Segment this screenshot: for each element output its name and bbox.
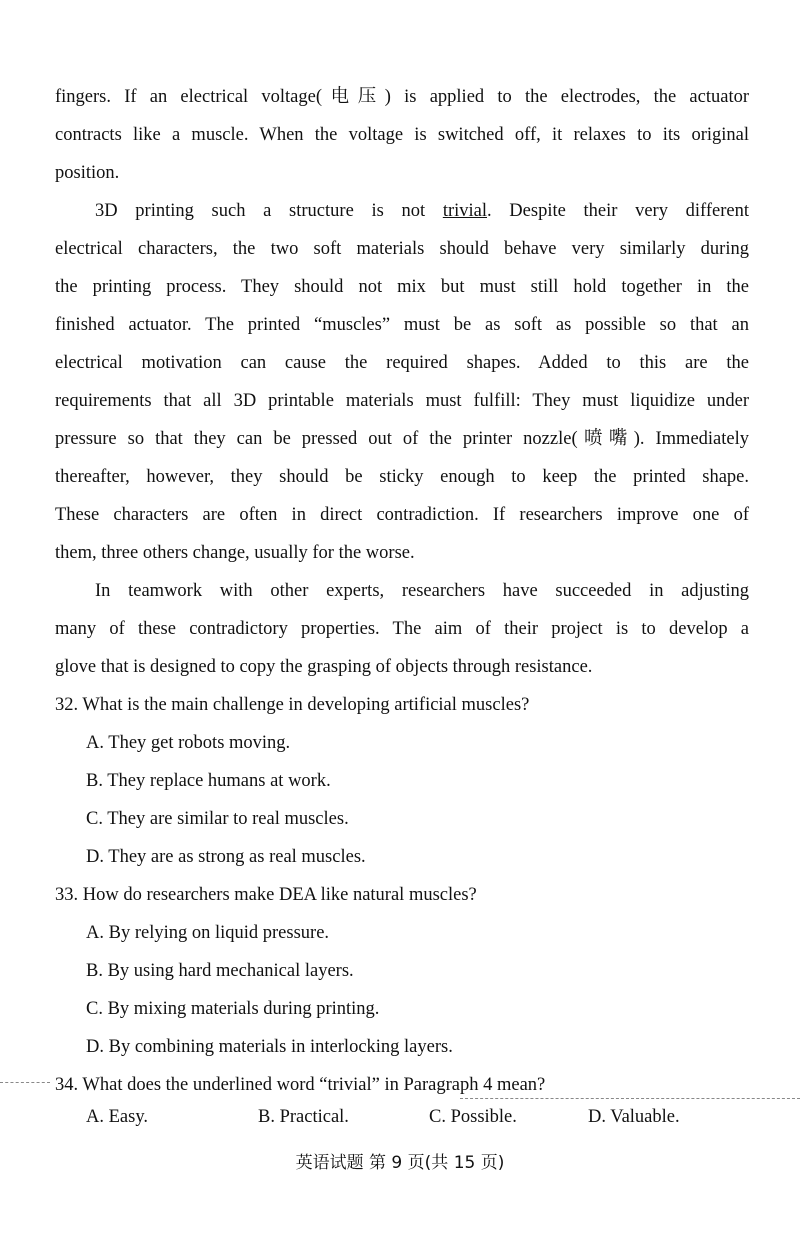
paragraph-4 [55, 192, 749, 572]
question-34 [55, 1066, 545, 1104]
question-33 [55, 876, 477, 914]
text-segment: . Despite their very different [487, 201, 749, 221]
text-line [55, 192, 749, 230]
option-32-a: A. They get robots moving. [86, 733, 291, 753]
option-34-b: B. Practical. [258, 1107, 349, 1127]
question-number: 32. [55, 695, 79, 715]
text-line: finished actuator. The printed “muscles” must be as soft as possible so that an [55, 315, 749, 335]
text-line: many of these contradictory properties. The aim of their project is to develop a [55, 619, 749, 639]
option-32-d: D. They are as strong as real muscles. [86, 847, 366, 867]
text-line: These characters are often in direct contradiction. If researchers improve one of [55, 505, 749, 525]
text-line: In teamwork with other experts, researchers have succeeded in adjusting [95, 581, 749, 601]
text-line: pressure so that they can be pressed out of the printer nozzle(喷嘴). Immediately [55, 429, 749, 449]
text-line: them, three others change, usually for the worse. [55, 543, 415, 563]
question-text: What is the main challenge in developing artificial muscles? [82, 695, 530, 715]
text-segment: 3D printing such a structure is not [95, 201, 443, 221]
text-line: electrical motivation can cause the required shapes. Added to this are the [55, 353, 749, 373]
option-33-b: B. By using hard mechanical layers. [86, 961, 354, 981]
text-line: thereafter, however, they should be sticky enough to keep the printed shape. [55, 467, 749, 487]
text-line: contracts like a muscle. When the voltage is switched off, it relaxes to its original [55, 125, 749, 145]
option-33-d: D. By combining materials in interlocking layers. [86, 1037, 453, 1057]
option-33-c: C. By mixing materials during printing. [86, 999, 380, 1019]
text-line: requirements that all 3D printable materials must fulfill: They must liquidize under [55, 391, 749, 411]
option-34-c: C. Possible. [429, 1107, 517, 1127]
text-line: electrical characters, the two soft materials should behave very similarly during [55, 239, 749, 259]
option-33-a: A. By relying on liquid pressure. [86, 923, 330, 943]
underlined-word: trivial [442, 201, 487, 221]
option-32-c: C. They are similar to real muscles. [86, 809, 349, 829]
text-line: glove that is designed to copy the grasping of objects through resistance. [55, 657, 593, 677]
question-32 [55, 686, 529, 724]
paragraph-5 [55, 572, 749, 686]
fold-line-left [0, 1082, 50, 1083]
text-line: fingers. If an electrical voltage(电压) is applied to the electrodes, the actuator [55, 87, 749, 107]
question-number: 34. [55, 1075, 79, 1095]
option-34-a: A. Easy. [86, 1107, 148, 1127]
option-32-b: B. They replace humans at work. [86, 771, 331, 791]
text-line: the printing process. They should not mix but must still hold together in the [55, 277, 749, 297]
question-text: How do researchers make DEA like natural muscles? [82, 885, 477, 905]
question-number: 33. [55, 885, 79, 905]
text-line: position. [55, 163, 120, 183]
paragraph-3-tail [55, 78, 749, 192]
question-text: What does the underlined word “trivial” in Paragraph 4 mean? [82, 1075, 546, 1095]
option-34-d: D. Valuable. [588, 1107, 680, 1127]
page-footer: 英语试题 第 9 页(共 15 页) [295, 1153, 505, 1173]
